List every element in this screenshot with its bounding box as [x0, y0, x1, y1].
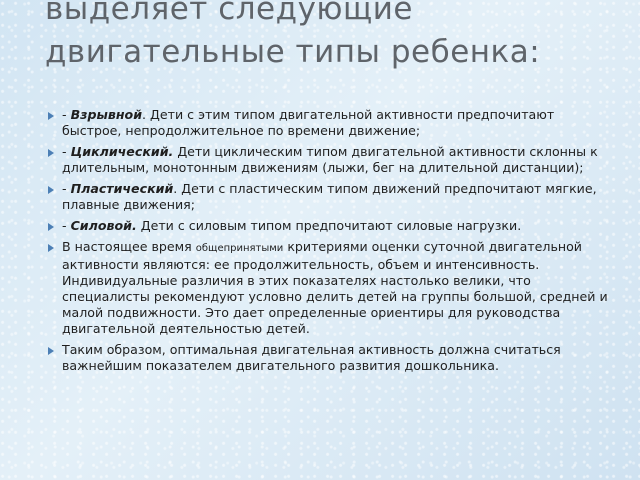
bullet-list: [48, 107, 608, 379]
bullet-text: Дети циклическим типом двигательной активности склонны к длительным, монотонным движениям (лыжи, бег на длительной дистанции);: [62, 144, 598, 175]
bullet-item-conclusion: [48, 342, 608, 374]
bullet-term: Силовой.: [70, 218, 137, 233]
bullet-item-plastic: [48, 181, 608, 213]
bullet-text: . Дети с пластическим типом движений предпочитают мягкие, плавные движения;: [62, 181, 597, 212]
bullet-term: Циклический.: [70, 144, 174, 159]
bullet-prefix: -: [62, 107, 71, 122]
triangle-bullet-icon: [48, 244, 54, 252]
triangle-bullet-icon: [48, 223, 54, 231]
triangle-bullet-icon: [48, 186, 54, 194]
triangle-bullet-icon: [48, 149, 54, 157]
bullet-item-explosive: [48, 107, 608, 139]
bullet-item-cyclic: [48, 144, 608, 176]
title-line-1: выделяет следующие: [45, 0, 413, 27]
bullet-term: Пластический: [70, 181, 174, 196]
bullet-text: Дети с силовым типом предпочитают силовые нагрузки.: [136, 218, 522, 233]
bullet-item-power: [48, 218, 608, 234]
bullet-text: . Дети с этим типом двигательной активности предпочитают быстрое, непродолжительное по времени движение;: [62, 107, 555, 138]
title-line-2: двигательные типы ребенка:: [45, 34, 541, 70]
bullet-prefix: -: [62, 218, 71, 233]
triangle-bullet-icon: [48, 347, 54, 355]
bullet-prefix: -: [62, 181, 71, 196]
bullet-term: Взрывной: [70, 107, 143, 122]
paragraph-before: В настоящее время: [62, 239, 196, 254]
bullet-prefix: -: [62, 144, 71, 159]
slide-title: [45, 0, 625, 74]
triangle-bullet-icon: [48, 112, 54, 120]
paragraph-after: критериями оценки суточной двигательной активности являются: ее продолжительность, объем и интенсивность. Индивидуальные различия в этих показателях настолько велики, что специалисты рекомендуют условно делить детей на группы большой, средней и малой подвижности. Это дает определенные ориентиры для руководства двигательной деятельностью детей.: [62, 239, 608, 336]
paragraph-conclusion: Таким образом, оптимальная двигательная активность должна считаться важнейшим показателем двигательного развития дошкольника.: [62, 342, 561, 373]
bullet-item-criteria: [48, 239, 608, 337]
paragraph-small-word: общепринятыми: [195, 243, 284, 254]
